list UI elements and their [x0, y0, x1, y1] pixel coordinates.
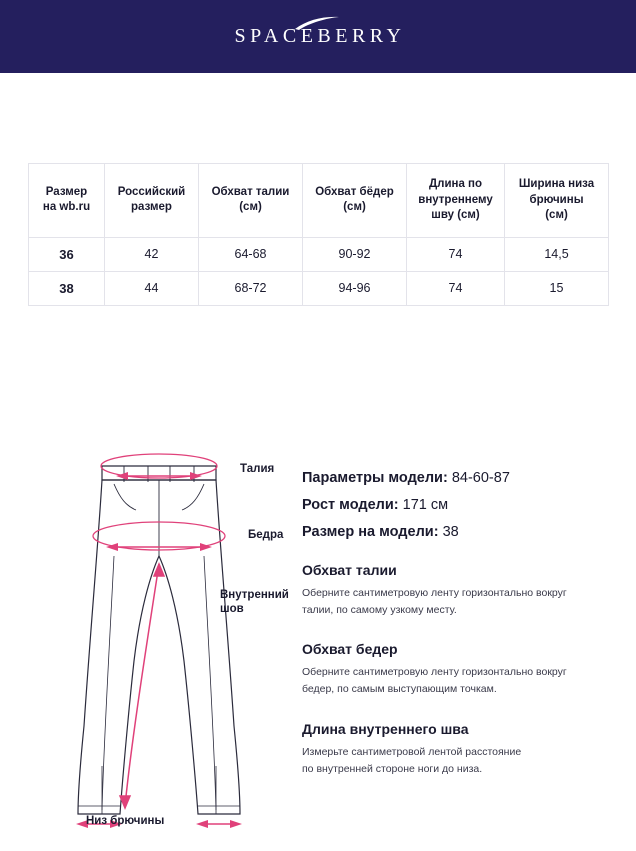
table-cell: 68-72 [199, 271, 303, 305]
label-hips: Бедра [248, 528, 284, 541]
table-header-cell: Ширина низа брючины (см) [505, 164, 609, 238]
size-table [28, 163, 609, 306]
table-cell: 94-96 [303, 271, 407, 305]
model-params-label: Параметры модели: [302, 469, 448, 486]
model-size [302, 524, 608, 540]
model-params [302, 470, 608, 486]
table-row [29, 271, 609, 305]
model-info-column [290, 436, 608, 851]
table-cell: 44 [105, 271, 199, 305]
table-cell: 36 [29, 237, 105, 271]
table-row [29, 237, 609, 271]
table-header-cell: Размер на wb.ru [29, 164, 105, 238]
table-cell: 42 [105, 237, 199, 271]
instruction-inseam [302, 721, 608, 779]
swoosh-icon [293, 14, 343, 37]
table-cell: 90-92 [303, 237, 407, 271]
model-height-label: Рост модели: [302, 496, 399, 513]
instruction-waist [302, 562, 608, 620]
model-params-value: 84-60-87 [451, 469, 510, 486]
table-cell: 74 [407, 271, 505, 305]
instruction-text: Измерьте сантиметровой лентой расстояние по внутренней стороне ноги до низа. [302, 745, 522, 776]
instruction-title: Обхват талии [302, 561, 397, 578]
instruction-hips [302, 641, 608, 699]
table-header-cell: Российский размер [105, 164, 199, 238]
label-inseam: Внутренний шов [220, 588, 289, 615]
measurement-guide [0, 436, 636, 851]
instruction-title: Длина внутреннего шва [302, 720, 469, 737]
page-header [0, 0, 636, 73]
trousers-illustration [28, 436, 290, 846]
table-cell: 74 [407, 237, 505, 271]
label-waist: Талия [240, 462, 275, 475]
table-cell: 64-68 [199, 237, 303, 271]
instruction-text: Оберните сантиметровую ленту горизонтально вокруг талии, по самому узкому месту. [302, 586, 567, 616]
size-table-container [28, 163, 608, 306]
brand-name: SPACEBERRY [234, 25, 406, 47]
table-header-cell: Длина по внутреннему шву (см) [407, 164, 505, 238]
model-height-value: 171 см [402, 496, 449, 513]
model-size-value: 38 [442, 523, 459, 540]
table-header-cell: Обхват талии (см) [199, 164, 303, 238]
instruction-title: Обхват бедер [302, 641, 398, 658]
label-bottom-width: Низ брючины [86, 814, 165, 827]
trousers-diagram [28, 436, 290, 851]
table-cell: 38 [29, 271, 105, 305]
table-cell: 15 [505, 271, 609, 305]
table-header-cell: Обхват бёдер (см) [303, 164, 407, 238]
brand-logo [231, 25, 406, 48]
model-size-label: Размер на модели: [302, 523, 439, 540]
table-cell: 14,5 [505, 237, 609, 271]
table-header-row [29, 164, 609, 238]
instruction-text: Оберните сантиметровую ленту горизонтально вокруг бедер, по самым выступающим точкам. [302, 666, 567, 696]
model-height [302, 497, 608, 513]
